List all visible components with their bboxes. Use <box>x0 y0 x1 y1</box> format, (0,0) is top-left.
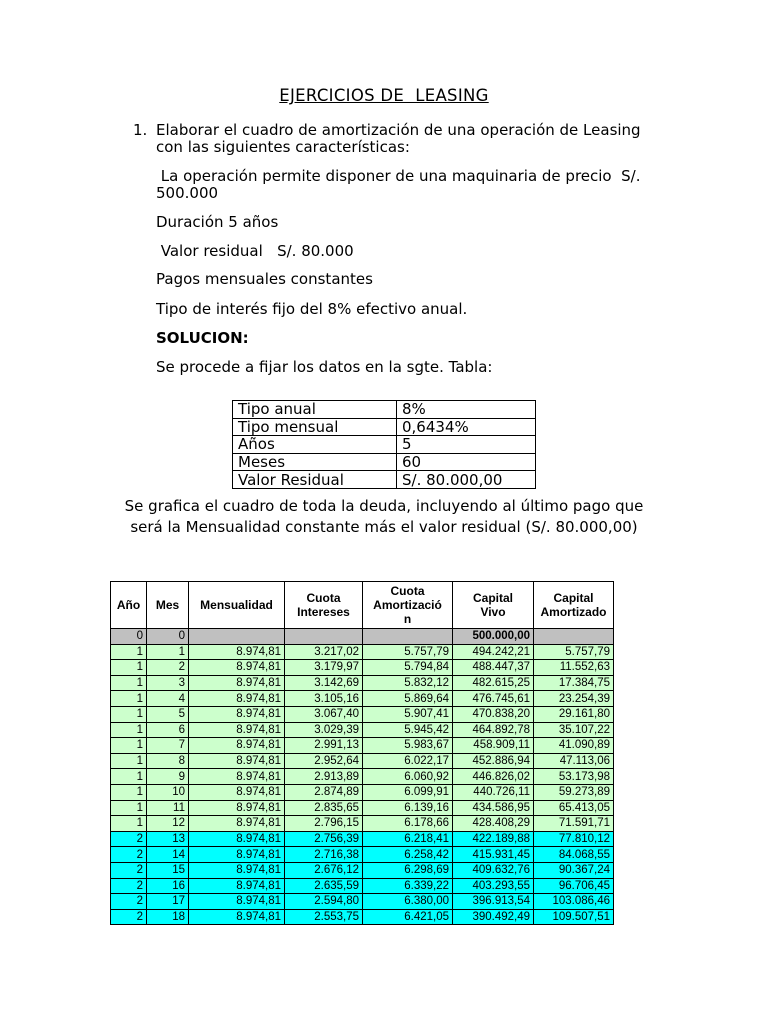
table-cell: 1 <box>111 816 147 832</box>
table-cell: 6.258,42 <box>363 847 453 863</box>
interest-text: Tipo de interés fijo del 8% efectivo anual. <box>156 300 468 318</box>
table-cell: 1 <box>111 644 147 660</box>
table-cell: 8.974,81 <box>189 722 285 738</box>
table-cell: 0 <box>111 629 147 645</box>
table-cell: 41.090,89 <box>534 738 614 754</box>
table-cell: 8.974,81 <box>189 675 285 691</box>
page-title: EJERCICIOS DE LEASING <box>279 86 489 105</box>
table-cell: 8.974,81 <box>189 706 285 722</box>
operation-line-2: 500.000 <box>156 184 219 202</box>
table-cell: 2.952,64 <box>285 753 363 769</box>
table-cell: 15 <box>147 862 189 878</box>
table-cell: 5.757,79 <box>534 644 614 660</box>
param-value: 5 <box>397 436 536 454</box>
table-cell: 422.189,88 <box>453 831 534 847</box>
table-cell: 1 <box>111 691 147 707</box>
table-cell: 2 <box>111 862 147 878</box>
table-cell: 8.974,81 <box>189 738 285 754</box>
table-cell: 3.105,16 <box>285 691 363 707</box>
table-cell: 440.726,11 <box>453 784 534 800</box>
table-cell: 6.298,69 <box>363 862 453 878</box>
intro-line-1: Elaborar el cuadro de amortización de una operación de Leasing <box>156 121 641 139</box>
table-cell: 476.745,61 <box>453 691 534 707</box>
amortization-table <box>110 581 614 925</box>
table-cell: 17.384,75 <box>534 675 614 691</box>
table-cell: 23.254,39 <box>534 691 614 707</box>
table-row <box>111 878 614 894</box>
table-cell: 8.974,81 <box>189 784 285 800</box>
table-cell: 1 <box>111 722 147 738</box>
solution-label: SOLUCION: <box>156 329 249 347</box>
table-cell: 470.838,20 <box>453 706 534 722</box>
table-cell <box>534 629 614 645</box>
table-cell: 2 <box>147 660 189 676</box>
table-cell: 17 <box>147 894 189 910</box>
table-cell: 8.974,81 <box>189 800 285 816</box>
table-cell: 5.794,84 <box>363 660 453 676</box>
table-cell: 1 <box>111 784 147 800</box>
table-row <box>111 784 614 800</box>
column-header: Año <box>111 582 147 629</box>
table-cell: 2 <box>111 878 147 894</box>
param-key: Tipo anual <box>233 401 397 419</box>
table-row <box>111 847 614 863</box>
table-cell: 2 <box>111 909 147 925</box>
param-value: 0,6434% <box>397 418 536 436</box>
table-cell: 415.931,45 <box>453 847 534 863</box>
grafica-line-2: será la Mensualidad constante más el valor residual (S/. 80.000,00) <box>130 518 638 536</box>
table-cell: 47.113,06 <box>534 753 614 769</box>
table-cell: 6.139,16 <box>363 800 453 816</box>
table-cell: 4 <box>147 691 189 707</box>
table-cell: 6.421,05 <box>363 909 453 925</box>
param-row <box>233 401 536 419</box>
table-cell: 90.367,24 <box>534 862 614 878</box>
table-cell: 2.874,89 <box>285 784 363 800</box>
table-cell: 3.067,40 <box>285 706 363 722</box>
table-cell: 13 <box>147 831 189 847</box>
param-value: 60 <box>397 453 536 471</box>
table-cell: 1 <box>111 675 147 691</box>
column-header: Cuota Intereses <box>285 582 363 629</box>
table-cell: 8.974,81 <box>189 909 285 925</box>
procede-text: Se procede a fijar los datos en la sgte. Tabla: <box>156 358 493 376</box>
param-value: S/. 80.000,00 <box>397 471 536 489</box>
table-row <box>111 862 614 878</box>
table-cell: 53.173,98 <box>534 769 614 785</box>
table-cell: 464.892,78 <box>453 722 534 738</box>
table-cell <box>189 629 285 645</box>
table-cell: 2.991,13 <box>285 738 363 754</box>
table-cell: 2.756,39 <box>285 831 363 847</box>
table-cell: 5.945,42 <box>363 722 453 738</box>
table-cell: 6.218,41 <box>363 831 453 847</box>
param-value: 8% <box>397 401 536 419</box>
table-cell: 65.413,05 <box>534 800 614 816</box>
table-cell: 5.869,64 <box>363 691 453 707</box>
table-cell: 6.022,17 <box>363 753 453 769</box>
table-cell: 452.886,94 <box>453 753 534 769</box>
table-cell: 8.974,81 <box>189 878 285 894</box>
table-cell: 2.835,65 <box>285 800 363 816</box>
table-row <box>111 644 614 660</box>
column-header: Mensualidad <box>189 582 285 629</box>
table-cell: 2.913,89 <box>285 769 363 785</box>
grafica-line-1: Se grafica el cuadro de toda la deuda, incluyendo al último pago que <box>124 497 644 515</box>
operation-line-1: La operación permite disponer de una maquinaria de precio S/. <box>156 167 641 185</box>
table-cell: 9 <box>147 769 189 785</box>
table-cell: 1 <box>111 738 147 754</box>
table-cell: 8.974,81 <box>189 644 285 660</box>
table-cell: 396.913,54 <box>453 894 534 910</box>
table-cell: 2 <box>111 847 147 863</box>
table-cell: 1 <box>111 800 147 816</box>
column-header: Capital Vivo <box>453 582 534 629</box>
table-cell: 488.447,37 <box>453 660 534 676</box>
table-cell: 6.178,66 <box>363 816 453 832</box>
column-header: Mes <box>147 582 189 629</box>
table-cell: 409.632,76 <box>453 862 534 878</box>
table-row <box>111 800 614 816</box>
table-cell: 103.086,46 <box>534 894 614 910</box>
table-cell: 7 <box>147 738 189 754</box>
table-row <box>111 894 614 910</box>
table-cell: 29.161,80 <box>534 706 614 722</box>
param-key: Meses <box>233 453 397 471</box>
table-cell: 390.492,49 <box>453 909 534 925</box>
payments-text: Pagos mensuales constantes <box>156 270 373 288</box>
table-cell: 403.293,55 <box>453 878 534 894</box>
table-cell: 8.974,81 <box>189 816 285 832</box>
table-cell: 8.974,81 <box>189 862 285 878</box>
table-cell: 2.676,12 <box>285 862 363 878</box>
table-cell: 84.068,55 <box>534 847 614 863</box>
table-cell: 500.000,00 <box>453 629 534 645</box>
table-cell: 8.974,81 <box>189 847 285 863</box>
table-cell: 1 <box>111 769 147 785</box>
table-cell: 8.974,81 <box>189 753 285 769</box>
table-row <box>111 909 614 925</box>
param-row <box>233 453 536 471</box>
table-row <box>111 660 614 676</box>
table-cell <box>363 629 453 645</box>
table-row <box>111 629 614 645</box>
table-row <box>111 675 614 691</box>
table-cell: 2 <box>111 894 147 910</box>
table-cell: 5.907,41 <box>363 706 453 722</box>
table-row <box>111 691 614 707</box>
table-cell: 3.217,02 <box>285 644 363 660</box>
table-cell: 446.826,02 <box>453 769 534 785</box>
column-header: Capital Amortizado <box>534 582 614 629</box>
table-row <box>111 831 614 847</box>
param-key: Años <box>233 436 397 454</box>
table-cell: 3.179,97 <box>285 660 363 676</box>
table-cell: 96.706,45 <box>534 878 614 894</box>
table-cell: 6.380,00 <box>363 894 453 910</box>
table-cell: 5.983,67 <box>363 738 453 754</box>
table-row <box>111 769 614 785</box>
table-cell: 71.591,71 <box>534 816 614 832</box>
table-cell: 16 <box>147 878 189 894</box>
table-cell: 35.107,22 <box>534 722 614 738</box>
table-cell: 59.273,89 <box>534 784 614 800</box>
table-cell <box>285 629 363 645</box>
table-row <box>111 722 614 738</box>
table-row <box>111 753 614 769</box>
table-cell: 1 <box>111 660 147 676</box>
table-cell: 482.615,25 <box>453 675 534 691</box>
table-cell: 3 <box>147 675 189 691</box>
column-header: Cuota Amortizació n <box>363 582 453 629</box>
table-cell: 2.594,80 <box>285 894 363 910</box>
table-cell: 2.553,75 <box>285 909 363 925</box>
param-row <box>233 418 536 436</box>
table-cell: 5 <box>147 706 189 722</box>
table-cell: 434.586,95 <box>453 800 534 816</box>
table-cell: 1 <box>111 753 147 769</box>
table-cell: 6.339,22 <box>363 878 453 894</box>
table-row <box>111 738 614 754</box>
table-row <box>111 816 614 832</box>
table-cell: 77.810,12 <box>534 831 614 847</box>
table-cell: 5.757,79 <box>363 644 453 660</box>
table-cell: 5.832,12 <box>363 675 453 691</box>
table-cell: 8 <box>147 753 189 769</box>
table-cell: 6.060,92 <box>363 769 453 785</box>
table-cell: 109.507,51 <box>534 909 614 925</box>
table-cell: 494.242,21 <box>453 644 534 660</box>
table-cell: 1 <box>111 706 147 722</box>
table-cell: 1 <box>147 644 189 660</box>
table-cell: 11.552,63 <box>534 660 614 676</box>
table-cell: 428.408,29 <box>453 816 534 832</box>
table-cell: 10 <box>147 784 189 800</box>
residual-text: Valor residual S/. 80.000 <box>156 242 354 260</box>
param-row <box>233 436 536 454</box>
table-cell: 6.099,91 <box>363 784 453 800</box>
intro-line-2: con las siguientes características: <box>156 138 410 156</box>
table-cell: 2.635,59 <box>285 878 363 894</box>
table-cell: 18 <box>147 909 189 925</box>
table-cell: 8.974,81 <box>189 660 285 676</box>
table-cell: 6 <box>147 722 189 738</box>
param-key: Valor Residual <box>233 471 397 489</box>
list-number: 1. <box>133 121 148 139</box>
table-cell: 11 <box>147 800 189 816</box>
table-cell: 0 <box>147 629 189 645</box>
table-cell: 2.716,38 <box>285 847 363 863</box>
table-row <box>111 706 614 722</box>
table-cell: 2 <box>111 831 147 847</box>
table-cell: 458.909,11 <box>453 738 534 754</box>
table-cell: 12 <box>147 816 189 832</box>
table-cell: 8.974,81 <box>189 831 285 847</box>
parameters-table <box>232 400 536 489</box>
param-row <box>233 471 536 489</box>
table-cell: 8.974,81 <box>189 894 285 910</box>
table-cell: 8.974,81 <box>189 691 285 707</box>
table-cell: 14 <box>147 847 189 863</box>
duration-text: Duración 5 años <box>156 213 279 231</box>
table-cell: 3.142,69 <box>285 675 363 691</box>
table-cell: 3.029,39 <box>285 722 363 738</box>
table-cell: 8.974,81 <box>189 769 285 785</box>
param-key: Tipo mensual <box>233 418 397 436</box>
table-cell: 2.796,15 <box>285 816 363 832</box>
